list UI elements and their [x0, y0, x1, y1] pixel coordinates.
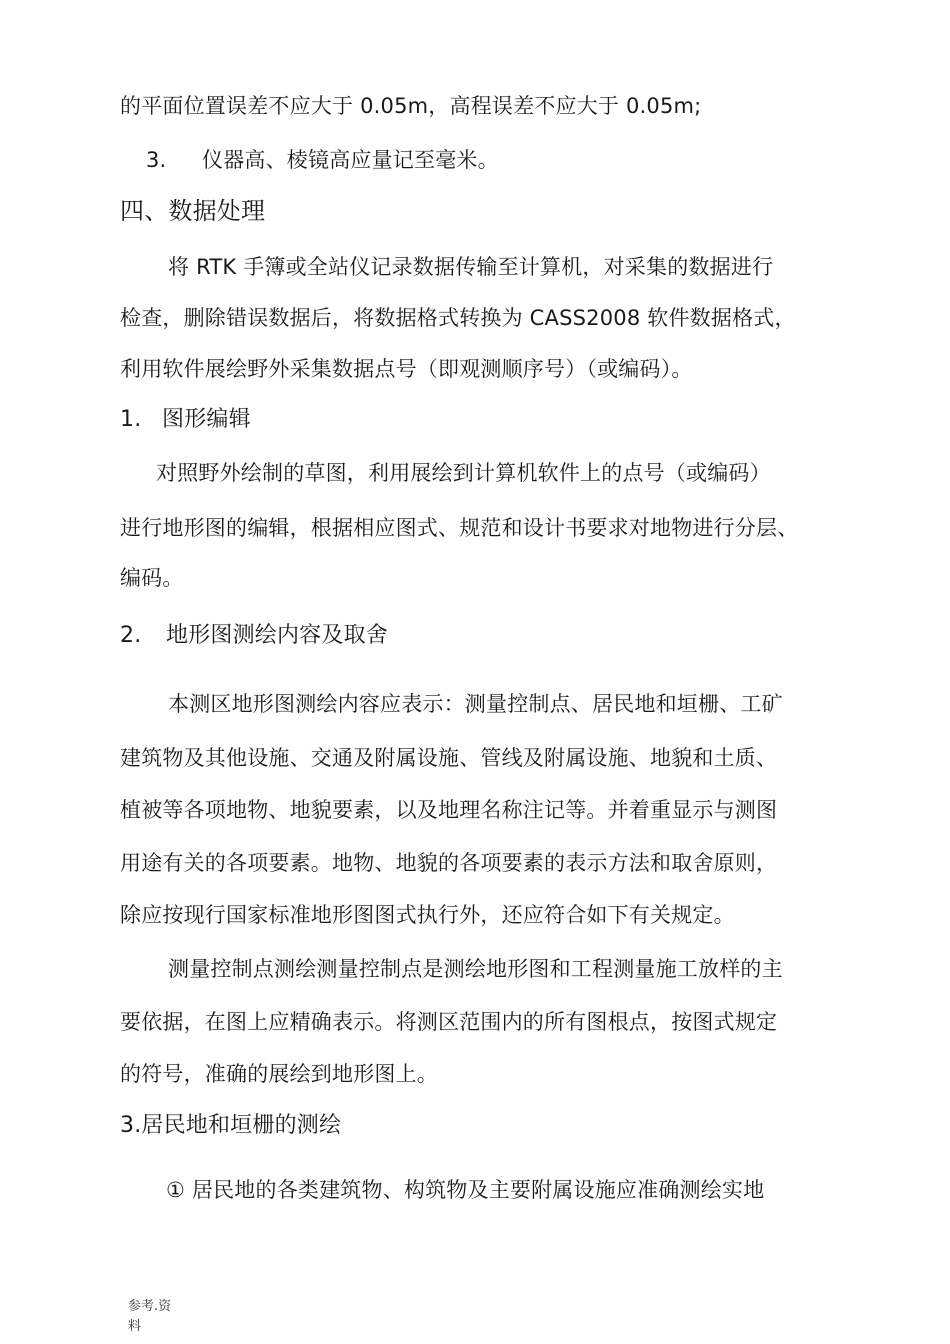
paragraph-line: 的符号，准确的展绘到地形图上。 [120, 1062, 438, 1086]
list-item-3 [146, 146, 499, 174]
footer-line: 料 [128, 1319, 142, 1334]
paragraph-line: 进行地形图的编辑，根据相应图式、规范和设计书要求对地物进行分层、 [120, 516, 799, 540]
paragraph-line: 将 RTK 手簿或全站仪记录数据传输至计算机，对采集的数据进行 [168, 255, 774, 279]
paragraph-line: 利用软件展绘野外采集数据点号（即观测顺序号）（或编码）。 [120, 357, 693, 381]
paragraph-line: 用途有关的各项要素。地物、地貌的各项要素的表示方法和取舍原则， [120, 851, 778, 875]
paragraph-line: ① 居民地的各类建筑物、构筑物及主要附属设施应准确测绘实地 [166, 1178, 765, 1202]
paragraph-line: 的平面位置误差不应大于 0.05m，高程误差不应大于 0.05m; [120, 94, 702, 118]
paragraph-line: 除应按现行国家标准地形图图式执行外，还应符合如下有关规定。 [120, 903, 735, 927]
list-number: 3. [146, 148, 167, 172]
heading-text: 地形图测绘内容及取舍 [166, 623, 389, 648]
paragraph-line: 编码。 [120, 566, 184, 590]
paragraph-line: 本测区地形图测绘内容应表示：测量控制点、居民地和垣栅、工矿 [168, 692, 783, 716]
paragraph-line: 植被等各项地物、地貌要素，以及地理名称注记等。并着重显示与测图 [120, 798, 778, 822]
list-text: 仪器高、棱镜高应量记至毫米。 [202, 148, 499, 172]
heading-number: 2. [120, 623, 142, 648]
heading-text: 图形编辑 [162, 407, 251, 432]
paragraph-line: 测量控制点测绘测量控制点是测绘地形图和工程测量施工放样的主 [168, 957, 783, 981]
subheading-2 [120, 622, 388, 650]
paragraph-line: 建筑物及其他设施、交通及附属设施、管线及附属设施、地貌和土质、 [120, 746, 778, 770]
paragraph-line: 检查，删除错误数据后，将数据格式转换为 CASS2008 软件数据格式， [120, 306, 796, 330]
paragraph-line: 要依据，在图上应精确表示。将测区范围内的所有图根点，按图式规定 [120, 1010, 778, 1034]
heading-number: 1. [120, 407, 142, 432]
page-footer [128, 1297, 171, 1337]
paragraph-line: 对照野外绘制的草图，利用展绘到计算机软件上的点号（或编码） [156, 461, 771, 485]
subheading-1 [120, 406, 251, 434]
footer-line: 参考.资 [128, 1299, 172, 1314]
subheading-3: 3.居民地和垣栅的测绘 [120, 1113, 342, 1138]
section-heading: 四、数据处理 [120, 197, 266, 225]
